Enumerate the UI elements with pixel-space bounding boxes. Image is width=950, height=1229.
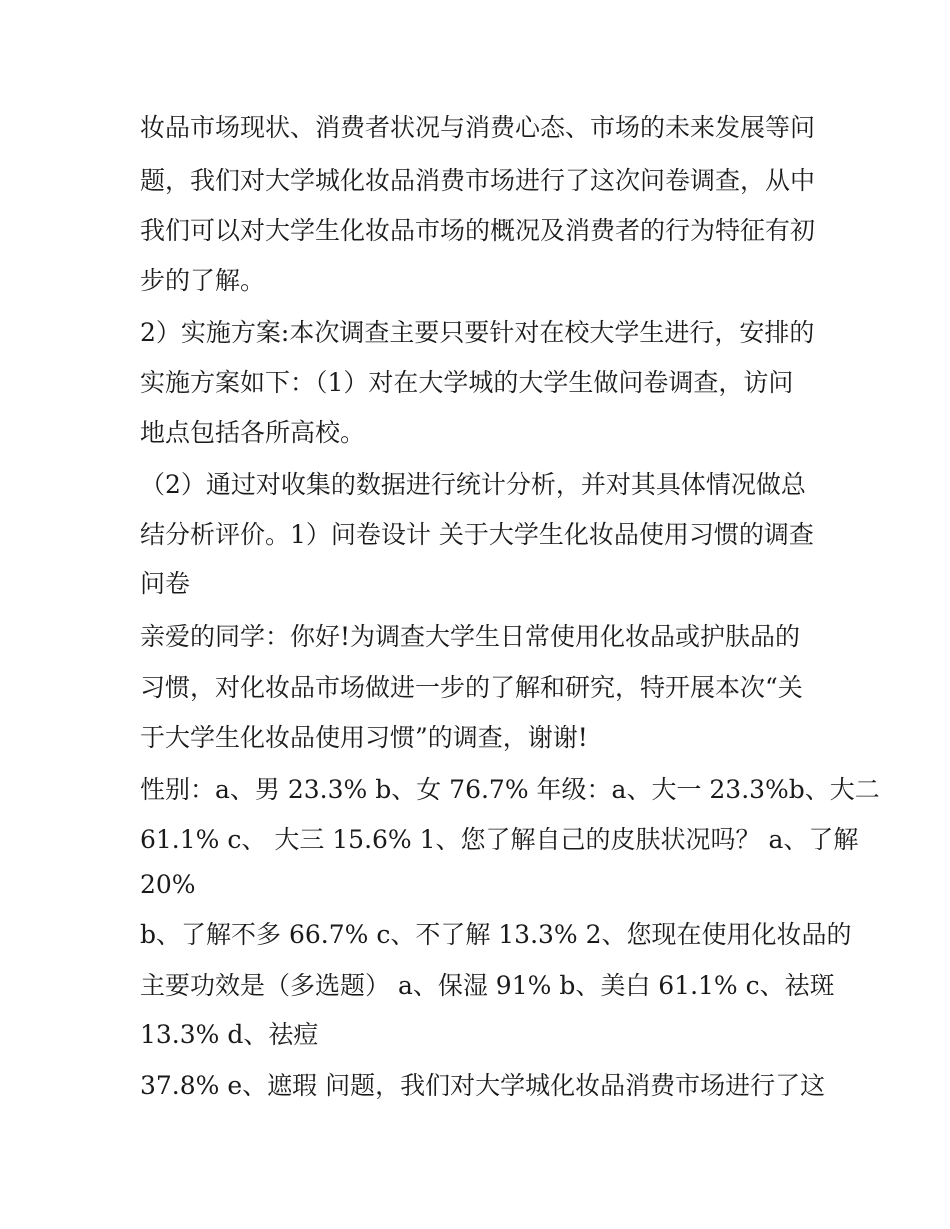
text-line-16: 20% [140,870,196,899]
text-line-11: 亲爱的同学：你好!为调查大学生日常使用化妆品或护肤品的 [140,622,801,651]
text-line-4: 步的了解。 [140,266,266,295]
text-line-14: 性别：a、男 23.3% b、女 76.7% 年级：a、大一 23.3%b、大二 [140,775,880,804]
text-line-19: 13.3% d、祛痘 [140,1020,319,1049]
text-line-8: （2）通过对收集的数据进行统计分析，并对其具体情况做总 [140,470,806,499]
text-line-2: 题，我们对大学城化妆品消费市场进行了这次问卷调查，从中 [140,166,816,195]
text-line-13: 于大学生化妆品使用习惯”的调查，谢谢! [140,723,588,752]
text-line-12: 习惯，对化妆品市场做进一步的了解和研究，特开展本次“关 [140,673,803,702]
text-line-5: 2）实施方案:本次调查主要只要针对在校大学生进行，安排的 [140,318,815,347]
text-line-7: 地点包括各所高校。 [140,418,366,447]
text-line-18: 主要功效是（多选题） a、保湿 91% b、美白 61.1% c、祛斑 [140,971,835,1000]
text-line-15: 61.1% c、 大三 15.6% 1、您了解自己的皮肤状况吗？ a、了解 [140,825,859,854]
text-line-9: 结分析评价。1）问卷设计 关于大学生化妆品使用习惯的调查 [140,520,814,549]
text-line-10: 问卷 [140,569,191,598]
text-line-20: 37.8% e、遮瑕 问题，我们对大学城化妆品消费市场进行了这 [140,1071,826,1100]
text-line-1: 妆品市场现状、消费者状况与消费心态、市场的未来发展等问 [140,113,816,142]
text-line-3: 我们可以对大学生化妆品市场的概况及消费者的行为特征有初 [140,216,816,245]
text-line-6: 实施方案如下：（1）对在大学城的大学生做问卷调查，访问 [140,368,794,397]
text-line-17: b、了解不多 66.7% c、不了解 13.3% 2、您现在使用化妆品的 [140,920,852,949]
